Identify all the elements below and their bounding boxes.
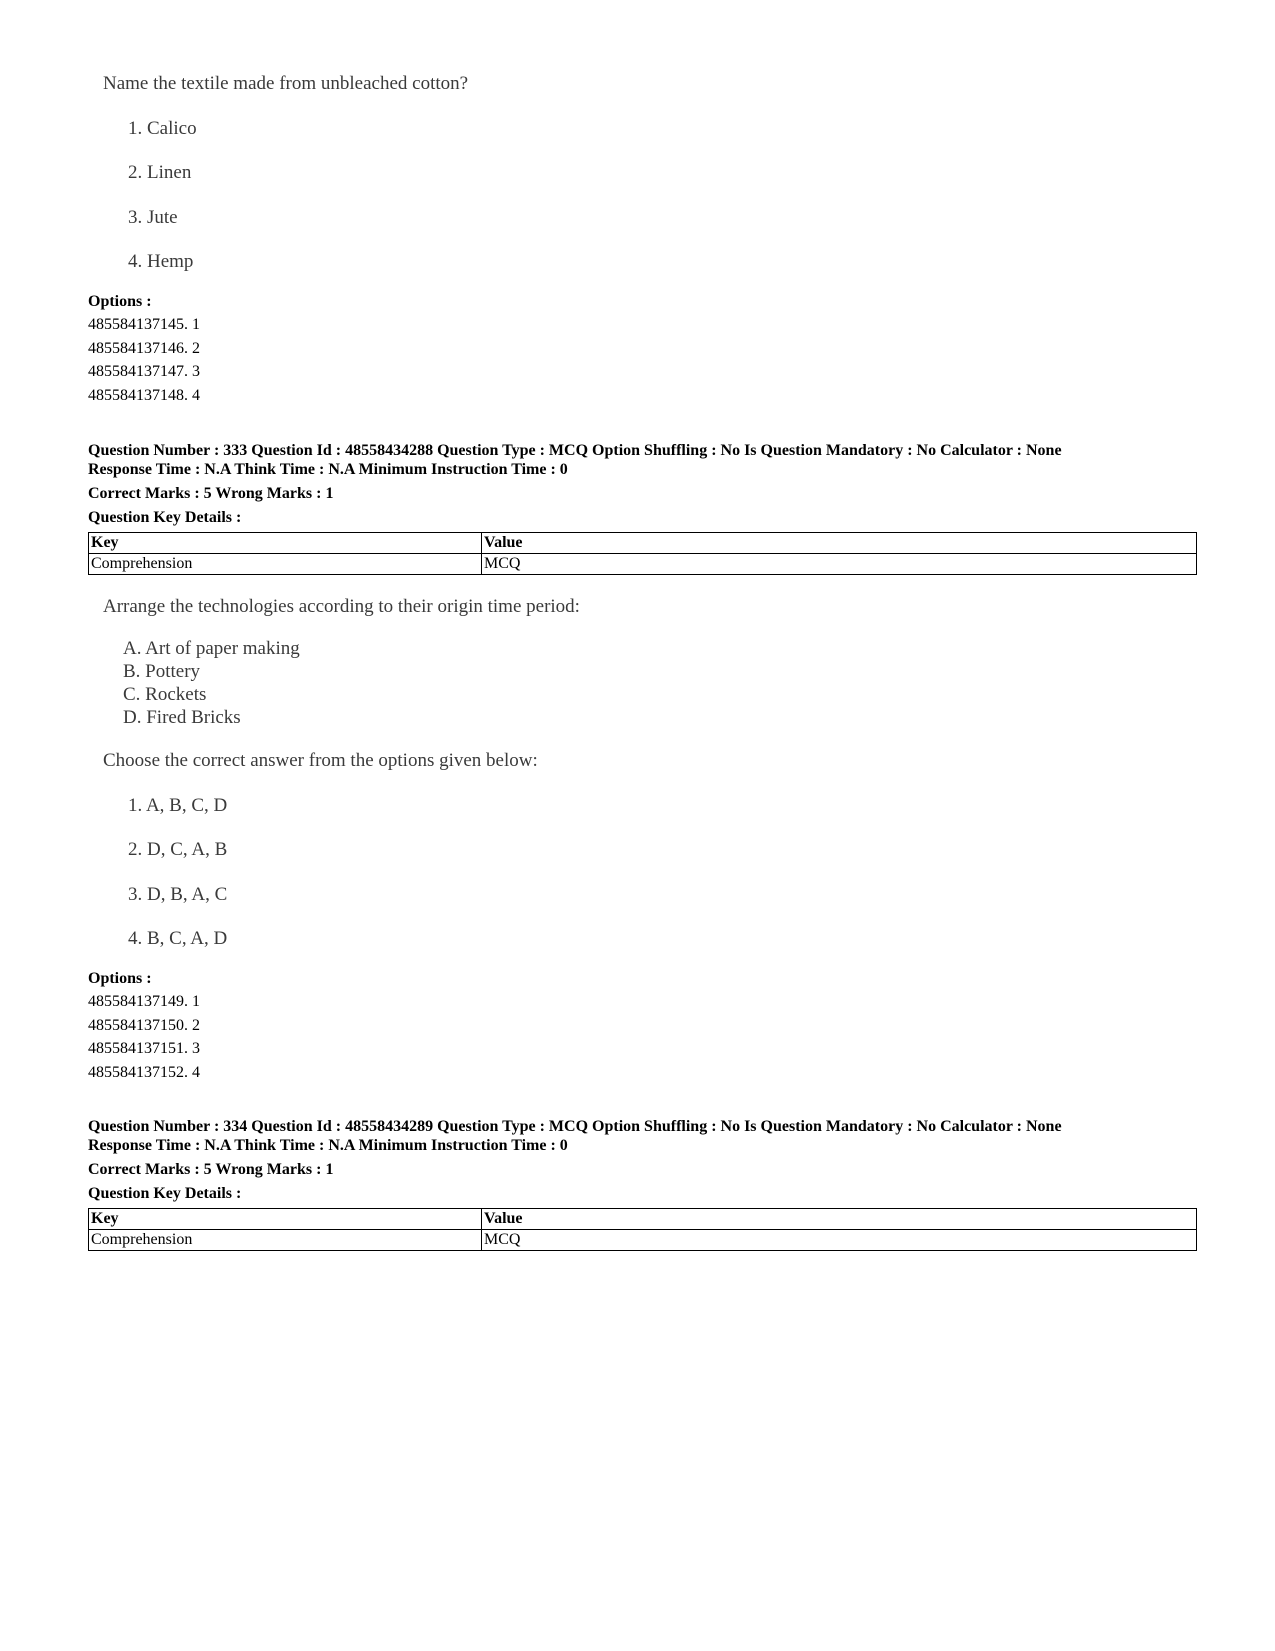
option-id: 485584137150. 2 bbox=[88, 1017, 200, 1034]
statement-item: B. Pottery bbox=[123, 661, 201, 682]
question-meta: Question Number : 334 Question Id : 48558434289 Question Type : MCQ Option Shuffling : No Is Question Mandatory : No Calculator : None bbox=[88, 1118, 1062, 1135]
answer-choice: 1. Calico bbox=[128, 118, 197, 139]
table-header-row bbox=[89, 1209, 1197, 1230]
option-id: 485584137147. 3 bbox=[88, 363, 200, 380]
key-details-label: Question Key Details : bbox=[88, 1185, 242, 1202]
question-text: Arrange the technologies according to their origin time period: bbox=[103, 596, 580, 617]
answer-choice: 2. Linen bbox=[128, 162, 192, 183]
question-meta: Question Number : 333 Question Id : 48558434288 Question Type : MCQ Option Shuffling : No Is Question Mandatory : No Calculator : None bbox=[88, 442, 1062, 459]
statement-item: C. Rockets bbox=[123, 684, 207, 705]
answer-choice: 1. A, B, C, D bbox=[128, 795, 228, 816]
key-details-label: Question Key Details : bbox=[88, 509, 242, 526]
question-marks: Correct Marks : 5 Wrong Marks : 1 bbox=[88, 1161, 334, 1178]
key-details-table bbox=[88, 1208, 1197, 1251]
option-id: 485584137151. 3 bbox=[88, 1040, 200, 1057]
table-row bbox=[89, 554, 1197, 575]
table-header-row bbox=[89, 533, 1197, 554]
answer-choice: 3. D, B, A, C bbox=[128, 884, 228, 905]
table-cell-value: MCQ bbox=[482, 1230, 1197, 1251]
options-label: Options : bbox=[88, 293, 152, 310]
table-cell-key: Comprehension bbox=[89, 554, 482, 575]
question-timing: Response Time : N.A Think Time : N.A Minimum Instruction Time : 0 bbox=[88, 1137, 568, 1154]
table-header-key: Key bbox=[89, 533, 482, 554]
options-label: Options : bbox=[88, 970, 152, 987]
option-id: 485584137145. 1 bbox=[88, 316, 200, 333]
table-row bbox=[89, 1230, 1197, 1251]
table-header-key: Key bbox=[89, 1209, 482, 1230]
question-text: Name the textile made from unbleached cotton? bbox=[103, 73, 469, 94]
option-id: 485584137146. 2 bbox=[88, 340, 200, 357]
table-cell-key: Comprehension bbox=[89, 1230, 482, 1251]
key-details-table bbox=[88, 532, 1197, 575]
question-timing: Response Time : N.A Think Time : N.A Minimum Instruction Time : 0 bbox=[88, 461, 568, 478]
answer-choice: 4. B, C, A, D bbox=[128, 928, 228, 949]
answer-choice: 3. Jute bbox=[128, 207, 178, 228]
question-instruction: Choose the correct answer from the options given below: bbox=[103, 750, 538, 771]
option-id: 485584137152. 4 bbox=[88, 1064, 200, 1081]
option-id: 485584137148. 4 bbox=[88, 387, 200, 404]
option-id: 485584137149. 1 bbox=[88, 993, 200, 1010]
question-marks: Correct Marks : 5 Wrong Marks : 1 bbox=[88, 485, 334, 502]
table-cell-value: MCQ bbox=[482, 554, 1197, 575]
statement-item: A. Art of paper making bbox=[123, 638, 300, 659]
statement-item: D. Fired Bricks bbox=[123, 707, 241, 728]
table-header-value: Value bbox=[482, 1209, 1197, 1230]
answer-choice: 4. Hemp bbox=[128, 251, 194, 272]
table-header-value: Value bbox=[482, 533, 1197, 554]
answer-choice: 2. D, C, A, B bbox=[128, 839, 228, 860]
